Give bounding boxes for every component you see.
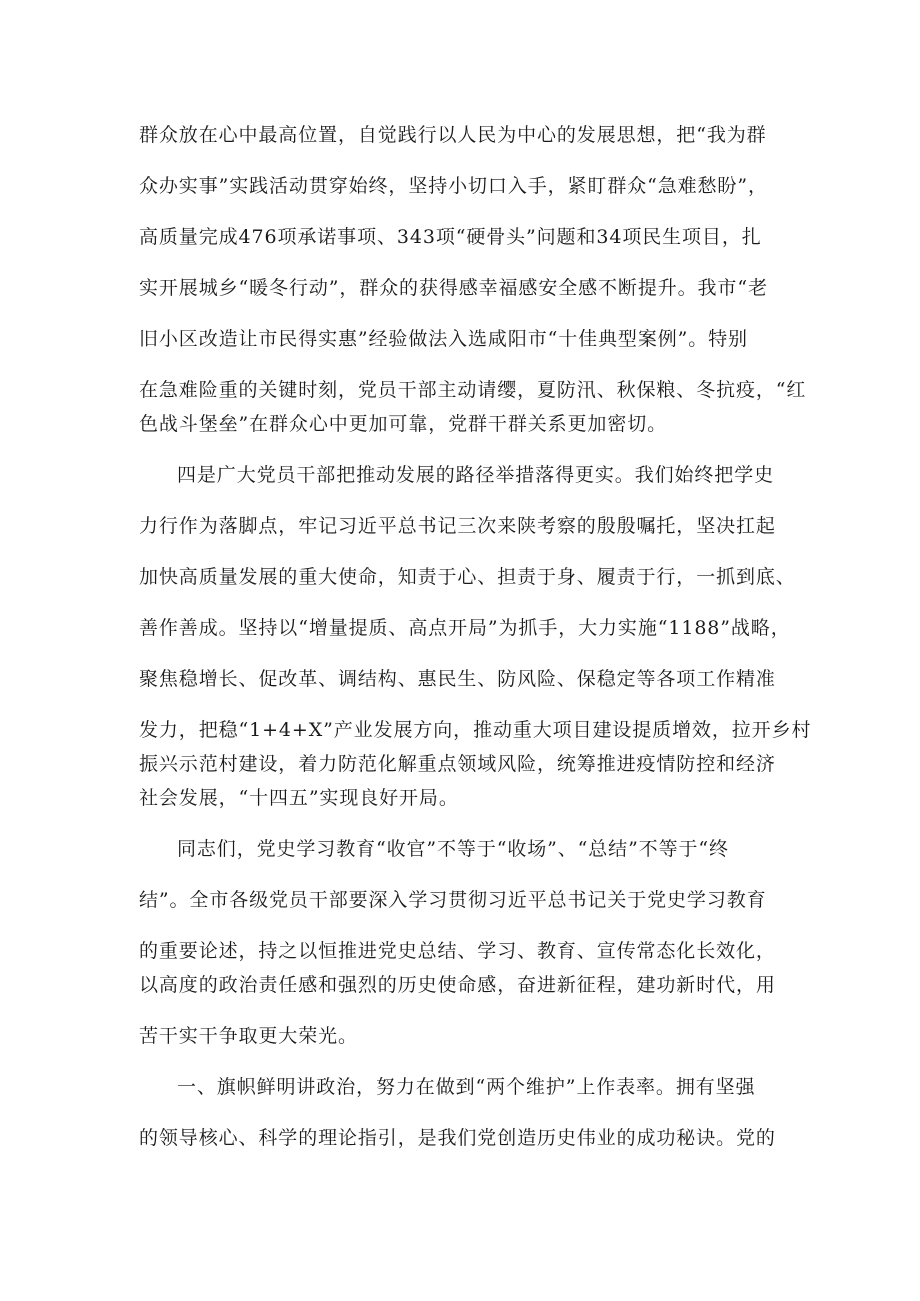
text-line: 众办实事”实践活动贯穿始终，坚持小切口入手，紧盯群众“急难愁盼”， — [139, 175, 768, 197]
text-line: 一、旗帜鲜明讲政治，努力在做到“两个维护”上作表率。拥有坚强 — [177, 1076, 756, 1098]
text-line: 实开展城乡“暖冬行动”，群众的获得感幸福感安全感不断提升。我市“老 — [139, 277, 768, 299]
text-line: 同志们，党史学习教育“收官”不等于“收场”、“总结”不等于“终 — [177, 838, 729, 860]
text-line: 苦干实干争取更大荣光。 — [139, 1025, 358, 1047]
text-line: 的重要论述，持之以恒推进党史总结、学习、教育、宣传常态化长效化， — [139, 940, 776, 962]
text-line: 振兴示范村建设，着力防范化解重点领域风险，统筹推进疫情防控和经济 — [139, 753, 776, 775]
text-line: 以高度的政治责任感和强烈的历史使命感，奋进新征程，建功新时代，用 — [139, 974, 776, 996]
text-line: 高质量完成476项承诺事项、343项“硬骨头”问题和34项民生项目，扎 — [139, 226, 762, 248]
text-line: 在急难险重的关键时刻，党员干部主动请缨，夏防汛、秋保粮、冬抗疫，“红 — [139, 379, 807, 401]
text-line: 聚焦稳增长、促改革、调结构、惠民生、防风险、保稳定等各项工作精准 — [139, 668, 776, 690]
text-line: 四是广大党员干部把推动发展的路径举措落得更实。我们始终把学史 — [177, 464, 775, 486]
text-line: 色战斗堡垒”在群众心中更加可靠，党群干群关系更加密切。 — [139, 413, 668, 435]
text-line: 的领导核心、科学的理论指引，是我们党创造历史伟业的成功秘诀。党的 — [139, 1127, 776, 1149]
text-line: 善作善成。坚持以“增量提质、高点开局”为抓手，大力实施“1188”战略， — [139, 617, 791, 639]
text-line: 发力，把稳“1+4+X”产业发展方向，推动重大项目建设提质增效，拉开乡村 — [139, 719, 812, 741]
text-line: 群众放在心中最高位置，自觉践行以人民为中心的发展思想，把“我为群 — [139, 124, 767, 146]
text-line: 加快高质量发展的重大使命，知责于心、担责于身、履责于行，一抓到底、 — [139, 566, 796, 588]
text-line: 力行作为落脚点，牢记习近平总书记三次来陕考察的殷殷嘱托，坚决扛起 — [139, 515, 776, 537]
text-line: 结”。全市各级党员干部要深入学习贯彻习近平总书记关于党史学习教育 — [139, 889, 767, 911]
text-line: 旧小区改造让市民得实惠”经验做法入选咸阳市“十佳典型案例”。特别 — [139, 328, 748, 350]
text-line: 社会发展，“十四五”实现良好开局。 — [139, 787, 459, 809]
